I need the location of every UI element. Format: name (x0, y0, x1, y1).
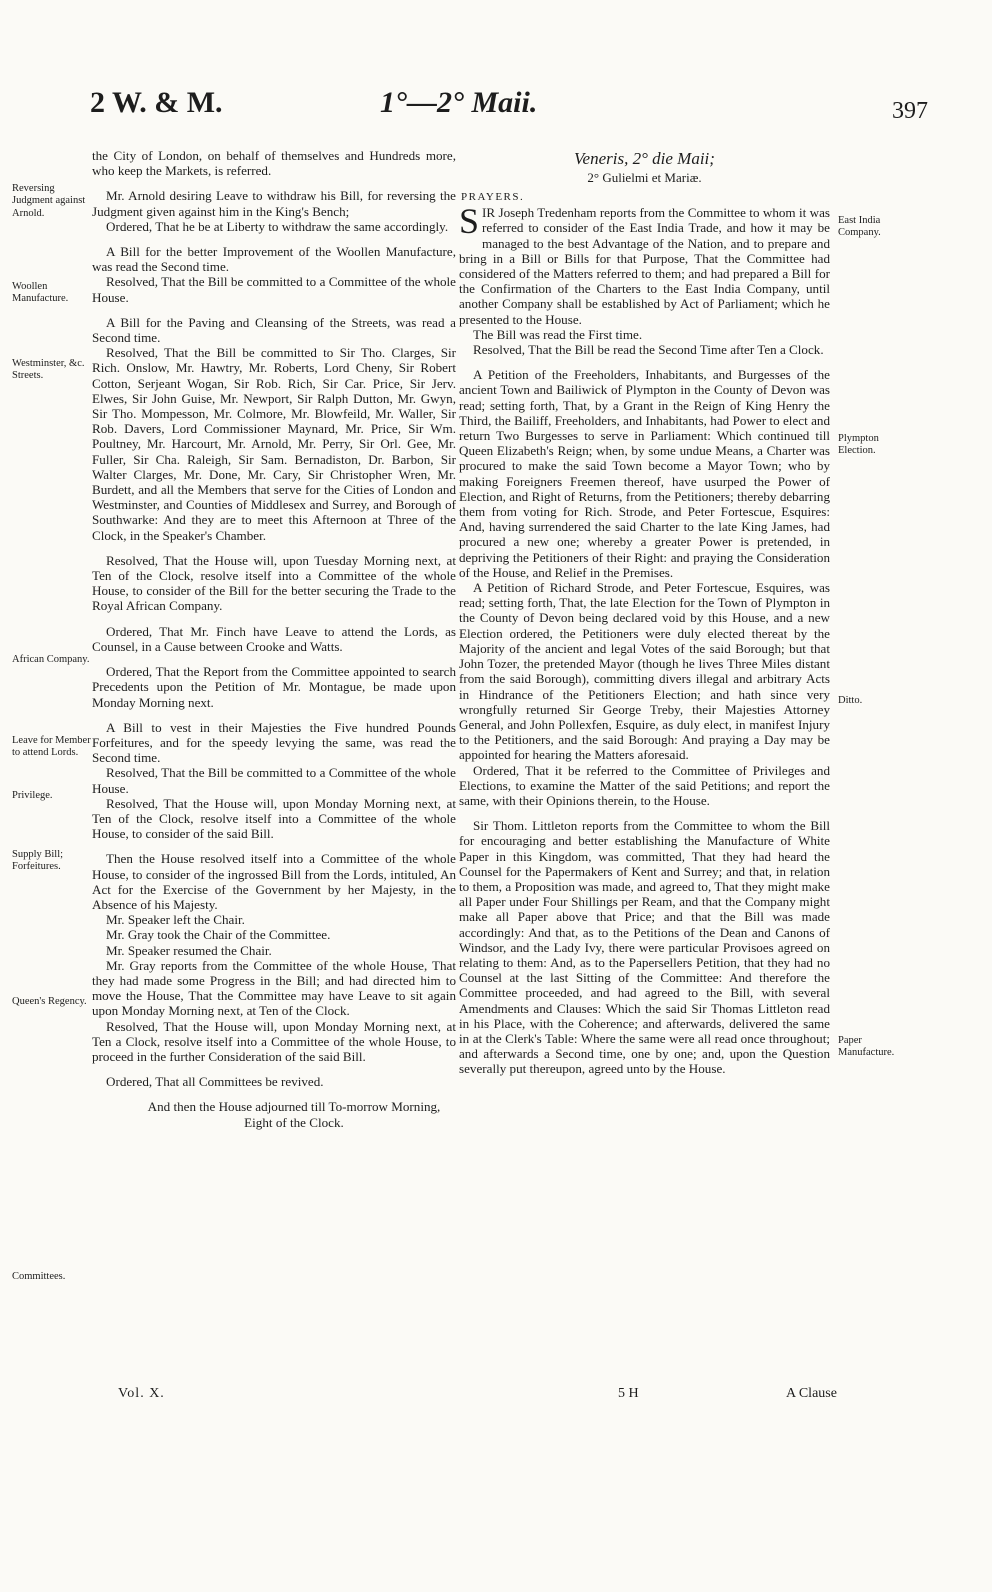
margin-note-queens-regency: Queen's Regency. (12, 996, 87, 1007)
paragraph (92, 664, 456, 710)
paragraph (92, 553, 456, 614)
paragraph-text: Resolved, That the House will, upon Monday Morning next, at Ten of the Clock, resolve itself into a Committee of the whole House, to consider of the said Bill. (92, 795, 456, 842)
paragraph-text: A Bill for the Paving and Cleansing of the Streets, was read a Second time. (92, 314, 456, 346)
paragraph-text: A Bill to vest in their Majesties the Five hundred Pounds Forfeitures, and for the speedy levying the same, was read the Second time. (92, 719, 456, 766)
paragraph (459, 367, 830, 580)
paragraph (92, 851, 456, 912)
paragraph-text: Sir Thom. Littleton reports from the Committee to whom the Bill for encouraging and better establishing the Manufacture of White Paper in this Kingdom, was committed, That they had heard the Counsel for the Papermakers of Kent and Surrey; and that, in relation to them, a Proposition was made, and agreed to, That they might make all Paper under Four Shillings per Ream, and that the Company might make all Paper above that Price; and that the Bill was made accordingly: And that, as to the Petitions of the Dean and Canons of Windsor, and the Lady Ivy, there were particular Provisoes agreed on relating to them: And, as to the Papersellers Petition, that they had no Counsel at the last Sitting of the Committee: And therefore the Committee proceeded, and had agreed to the Bill, with several Amendments and Clauses: Which the said Sir Thomas Littleton read in his Place, with the Coherence; and afterwards, delivered the same in at the Clerk's Table: Where the same were all read once throughout; and afterwards a Second time, one by one; and, upon the Question severally put thereupon, agreed unto by the House. (459, 818, 830, 1077)
margin-note-reversing-judgment: Reversing Judgment against Arnold. (12, 183, 86, 219)
paragraph-text: Resolved, That the Bill be committed to Sir Tho. Clarges, Sir Rich. Onslow, Mr. Hawtry, Mr. Roberts, Lord Cheny, Sir Robert Cotton, Serjeant Wogan, Sir Rob. Rich, Sir Car. Price, Sir Jerv. Elwes, Sir John Guise, Mr. Newport, Sir Ralph Dutton, Mr. Gwyn, Sir Tho. Mompesson, Mr. Colmore, Mr. Blowfeild, Mr. Waller, Sir Rob. Davers, Lord Commissioner Maynard, Mr. Price, Sir Wm. Poultney, Mr. Harcourt, Mr. Arnold, Mr. Perry, Sir Orl. Gee, Mr. Fuller, Sir Cha. Raleigh, Sir Sam. Bernadiston, Dr. Barbon, Sir Walter Clarges, Mr. Done, Mr. Cary, Sir Christopher Wren, Mr. Burdett, and all the Members that serve for the Cities of London and Westminster, and Counties of Middlesex and Surrey, and Borough of Southwarke: And they are to meet this Afternoon at Three of the Clock, in the Speaker's Chamber. (92, 345, 456, 543)
paragraph (92, 345, 456, 543)
paragraph (92, 1074, 456, 1089)
paragraph (459, 327, 830, 342)
paragraph-gap (92, 305, 456, 315)
paragraph-text: Resolved, That the House will, upon Tuesday Morning next, at Ten of the Clock, resolve itself into a Committee of the whole House, to consider of the Bill for the better securing the Trade to the Royal African Company. (92, 552, 456, 614)
paragraph (92, 315, 456, 345)
paragraph-text: Mr. Speaker resumed the Chair. (106, 942, 272, 958)
margin-note-woollen-manufacture: Woollen Manufacture. (12, 281, 69, 305)
paragraph-text: Mr. Speaker left the Chair. (106, 912, 245, 928)
paragraph-gap (92, 1064, 456, 1074)
paragraph (92, 958, 456, 1019)
margin-note-committees: Committees. (12, 1271, 66, 1282)
paragraph-gap (92, 614, 456, 624)
margin-note-leave-for-member: Leave for Member to attend Lords. (12, 735, 91, 759)
margin-note-westminster-streets: Westminster, &c. Streets. (12, 358, 85, 382)
paragraph-gap (92, 543, 456, 553)
drop-cap: S (459, 201, 480, 242)
paragraph (92, 796, 456, 842)
signature-mark: 5 H (618, 1386, 639, 1401)
running-head-regnal-year: 2 W. & M. (90, 86, 223, 119)
paragraph (92, 927, 456, 942)
paragraph (92, 1019, 456, 1065)
paragraph-text: A Petition of Richard Strode, and Peter Fortescue, Esquires, was read; setting forth, That, the late Election for the Town of Plympton in the County of Devon being declared void by this House, and a new Election ordered, the Petitioners were duly elected thereat by the Majority of the ancient and legal Votes of the said Borough; but that John Tozer, the pretended Mayor (though he lives Three Miles distant from the said Borough), committing divers illegal and arbitrary Acts in Hindrance of the Petitioners Election; and hath since very wrongfully returned Sir George Treby, their Majesties Attorney General, and John Pollexfen, Esquire, as duly elect, in manifest Injury to the Petitioners, and the said Borough: And praying a Day may be appointed for hearing the Matters aforesaid. (459, 580, 830, 763)
margin-note-supply-bill: Supply Bill; Forfeitures. (12, 849, 64, 873)
paragraph-text: Ordered, That all Committees be revived. (106, 1074, 324, 1090)
paragraph (459, 818, 830, 1076)
paragraph (92, 188, 456, 218)
paragraph-text: Mr. Gray took the Chair of the Committee. (106, 927, 331, 943)
paragraph-text: A Bill for the better Improvement of the Woollen Manufacture, was read the Second time. (92, 244, 456, 275)
paragraph (132, 1099, 456, 1129)
paragraph (92, 943, 456, 958)
paragraph-text: Resolved, That the House will, upon Monday Morning next, at Ten a Clock, resolve itself into a Committee of the whole House, to proceed in the further Consideration of the said Bill. (92, 1018, 456, 1064)
paragraph (459, 201, 830, 327)
margin-note-privilege: Privilege. (12, 790, 53, 801)
paragraph-gap (92, 1089, 456, 1099)
margin-note-paper-manufacture: Paper Manufacture. (838, 1035, 895, 1059)
paragraph-text: Ordered, That Mr. Finch have Leave to attend the Lords, as Counsel, in a Cause between Crooke and Watts. (92, 623, 456, 654)
paragraph-text: Resolved, That the Bill be committed to a Committee of the whole House. (92, 274, 456, 305)
paragraph-gap (459, 808, 830, 818)
page-number: 397 (892, 98, 928, 124)
paragraph-text: Then the House resolved itself into a Committee of the whole House, to consider of the ingrossed Bill from the Lords, intituled, An Act for the Exercise of the Government by her Majesty, in the Absence of his Majesty. (92, 851, 456, 912)
paragraph-gap (92, 710, 456, 720)
paragraph-gap (92, 234, 456, 244)
paragraph (459, 763, 830, 809)
paragraph-text: Ordered, That it be referred to the Committee of Privileges and Elections, to examine the Matter of the said Petitions; and report the same, with their Opinions therein, to the House. (459, 762, 830, 808)
paragraph (92, 244, 456, 274)
left-text-column (92, 148, 456, 1130)
paragraph-text: IR Joseph Tredenham reports from the Committee to whom it was referred to consider of the East India Trade, and how it may be managed to the best Advantage of the Nation, and to prepare and bring in a Bill or Bills for that Purpose, That the Committee had considered of the Matters referred to them; and had prepared a Bill for the Confirmation of the Charters to the East India Company, until another Company shall be established by Act of Parliament; which he presented to the House. (459, 205, 830, 327)
regnal-heading: 2° Gulielmi et Mariæ. (587, 170, 702, 185)
paragraph-text: The Bill was read the First time. (473, 326, 643, 342)
paragraph-gap (92, 654, 456, 664)
paragraph (92, 912, 456, 927)
paragraph (459, 342, 830, 357)
volume-label: Vol. X. (118, 1386, 165, 1401)
paragraph-gap (459, 357, 830, 367)
margin-note-african-company: African Company. (12, 654, 90, 665)
paragraph-text: Resolved, That the Bill be read the Second Time after Ten a Clock. (473, 342, 824, 358)
margin-note-east-india: East India Company. (838, 215, 881, 239)
paragraph (92, 624, 456, 654)
paragraph (459, 580, 830, 762)
paragraph-text: Ordered, That he be at Liberty to withdraw the same accordingly. (106, 218, 449, 234)
right-text-column (459, 148, 830, 1077)
paragraph (92, 720, 456, 766)
paragraph-gap (92, 178, 456, 188)
prayers-heading: PRAYERS. (461, 191, 525, 203)
margin-note-ditto: Ditto. (838, 695, 863, 706)
paragraph (92, 148, 456, 178)
paragraph (92, 274, 456, 304)
day-heading: Veneris, 2° die Maii; (574, 149, 715, 168)
paragraph-text: And then the House adjourned till To-morrow Morning, Eight of the Clock. (147, 1099, 441, 1130)
paragraph (92, 765, 456, 795)
paragraph-text: the City of London, on behalf of themselves and Hundreds more, who keep the Markets, is referred. (92, 148, 456, 179)
margin-note-plympton-election: Plympton Election. (838, 433, 879, 457)
paragraph-text: Mr. Arnold desiring Leave to withdraw his Bill, for reversing the Judgment given against him in the King's Bench; (92, 188, 456, 219)
running-head-dates: 1°—2° Maii. (380, 86, 538, 119)
paragraph-text: Resolved, That the Bill be committed to a Committee of the whole House. (92, 765, 456, 796)
paragraph (92, 219, 456, 234)
paragraph-text: Mr. Gray reports from the Committee of the whole House, That they had made some Progress in the Bill; and had directed him to move the House, That the Committee may have Leave to sit again upon Monday Morning next, at Ten of the Clock. (92, 957, 456, 1019)
paragraph-text: A Petition of the Freeholders, Inhabitants, and Burgesses of the ancient Town and Bailiwick of Plympton in the County of Devon was read; setting forth, That, by a Grant in the Reign of King Henry the Third, the Bailiff, Freeholders, and Inhabitants, had Power to elect and return Two Burgesses to serve in Parliament: Which continued till Queen Elizabeth's Reign; when, by some undue Means, a Charter was procured to make the said Town become a Mayor Town; who by making Foreigners Freemen thereof, have usurped the Power of Election, and Right of Returns, from the Petitioners; thereby debarring them from voting for Rich. Strode, and Peter Fortescue, Esquires: And, having surrendered the said Charter to the late King James, had procured a new one; whereby a greater Power is pretended, in depriving the Petitioners of their Right: and praying the Consideration of the House, and Relief in the Premises. (459, 367, 830, 580)
paragraph-text: Ordered, That the Report from the Committee appointed to search Precedents upon the Petition of Mr. Montague, be made upon Monday Morning next. (92, 664, 456, 710)
catchword: A Clause (786, 1386, 837, 1401)
paragraph-gap (92, 841, 456, 851)
